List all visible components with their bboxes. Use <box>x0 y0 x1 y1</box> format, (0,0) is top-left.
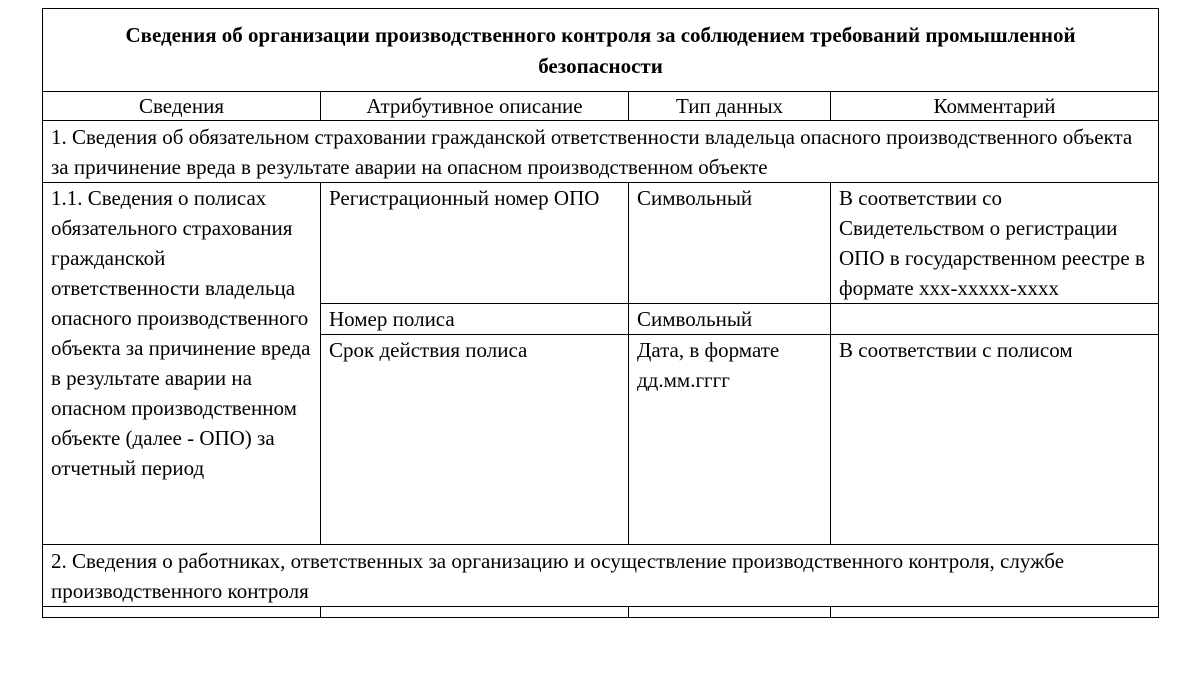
section-1-title: 1. Сведения об обязательном страховании гражданской ответственности владельца опасного производственного объекта за причинение вреда в результате аварии на опасном производственном объекте <box>43 121 1159 183</box>
column-header-info: Сведения <box>43 92 321 121</box>
type-cell: Символьный <box>629 183 831 304</box>
section-row <box>43 545 1159 607</box>
comment-cell: В соответствии со Свидетельством о регистрации ОПО в государственном реестре в формате xxx-xxxxx-xxxx <box>831 183 1159 304</box>
type-cell: Дата, в формате дд.мм.гггг <box>629 335 831 545</box>
table-row <box>43 183 1159 304</box>
type-cell: Символьный <box>629 304 831 335</box>
attribute-cell: Срок действия полиса <box>321 335 629 545</box>
column-header-attribute: Атрибутивное описание <box>321 92 629 121</box>
section-2-title: 2. Сведения о работниках, ответственных за организацию и осуществление производственного контроля, службе производственного контроля <box>43 545 1159 607</box>
attribute-cell: Регистрационный номер ОПО <box>321 183 629 304</box>
column-header-data-type: Тип данных <box>629 92 831 121</box>
truncated-row <box>43 607 1159 618</box>
table-title-row <box>43 9 1159 92</box>
column-header-comment: Комментарий <box>831 92 1159 121</box>
requirements-table <box>42 8 1159 618</box>
attribute-cell: Номер полиса <box>321 304 629 335</box>
group-label: 1.1. Сведения о полисах обязательного страхования гражданской ответственности владельца опасного производственного объекта за причинение вреда в результате аварии на опасном производственном объекте (далее - ОПО) за отчетный период <box>43 183 321 545</box>
comment-cell: В соответствии с полисом <box>831 335 1159 545</box>
comment-cell <box>831 304 1159 335</box>
section-row <box>43 121 1159 183</box>
table-title: Сведения об организации производственного контроля за соблюдением требований промышленной безопасности <box>43 9 1159 92</box>
table-header-row <box>43 92 1159 121</box>
